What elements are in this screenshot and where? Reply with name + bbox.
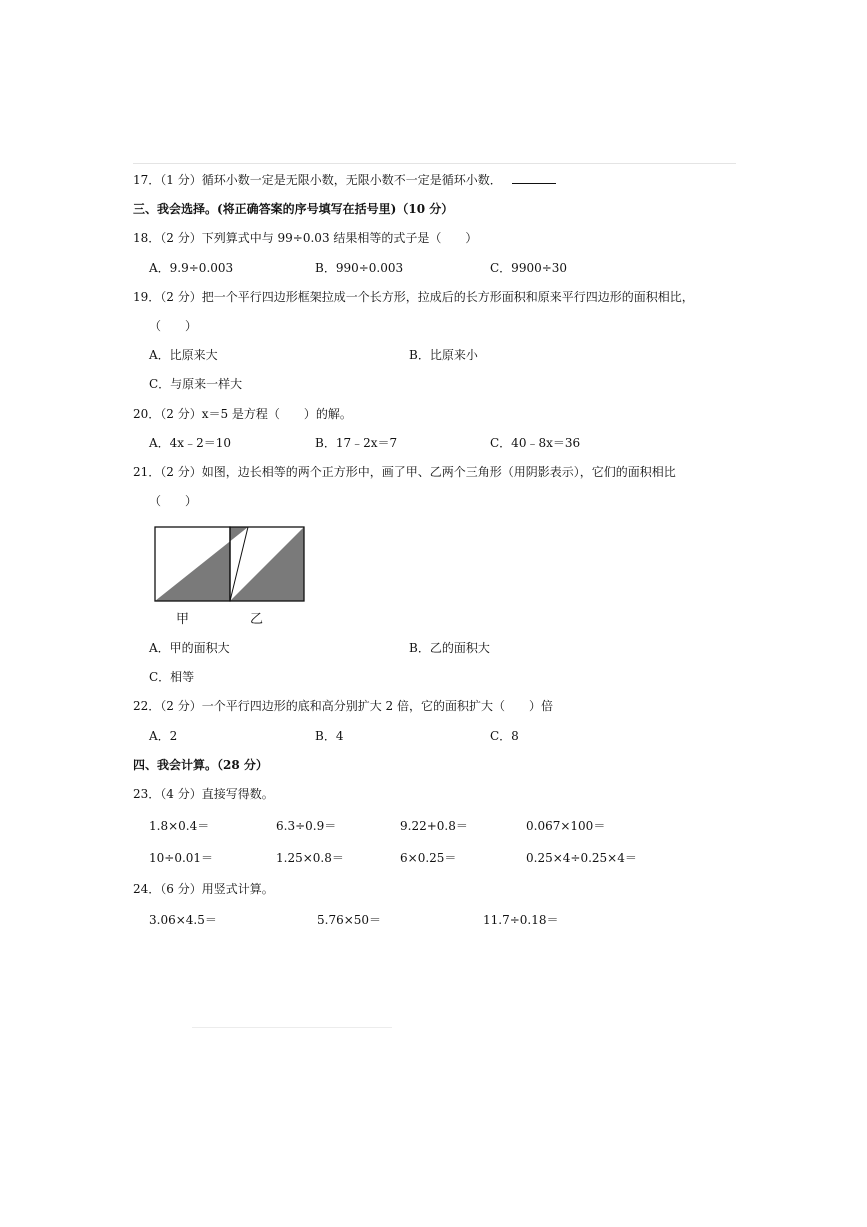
header-divider bbox=[133, 163, 736, 164]
q20-option-a[interactable]: A．4x﹣2＝10 bbox=[149, 436, 231, 450]
footer-divider bbox=[192, 1027, 392, 1028]
q18-option-b[interactable]: B．990÷0.003 bbox=[315, 261, 404, 275]
section-4-heading: 四、我会计算。（28 分） bbox=[133, 758, 268, 772]
q21-option-b[interactable]: B．乙的面积大 bbox=[409, 641, 490, 655]
q23-item: 1.8×0.4＝ bbox=[149, 819, 210, 833]
q18-option-c[interactable]: C．9900÷30 bbox=[490, 261, 568, 275]
q23-item: 0.067×100＝ bbox=[526, 819, 606, 833]
q24-item: 11.7÷0.18＝ bbox=[483, 913, 559, 927]
figure-label-jia: 甲 bbox=[176, 612, 190, 627]
q20-option-c[interactable]: C．40﹣8x＝36 bbox=[490, 436, 581, 450]
question-18-text: 18．（2 分）下列算式中与 99÷0.03 结果相等的式子是（ ） bbox=[133, 231, 478, 245]
question-21-paren: （ ） bbox=[149, 494, 198, 508]
two-squares-figure bbox=[154, 526, 306, 604]
q23-item: 6.3÷0.9＝ bbox=[276, 819, 337, 833]
question-21-text: 21．（2 分）如图，边长相等的两个正方形中，画了甲、乙两个三角形（用阴影表示），它们的面积相比 bbox=[133, 465, 676, 479]
q23-item: 10÷0.01＝ bbox=[149, 851, 214, 865]
q19-option-b[interactable]: B．比原来小 bbox=[409, 348, 478, 362]
question-23-text: 23．（4 分）直接写得数。 bbox=[133, 787, 274, 801]
q22-option-b[interactable]: B．4 bbox=[315, 729, 344, 743]
q19-option-a[interactable]: A．比原来大 bbox=[149, 348, 218, 362]
q18-option-a[interactable]: A．9.9÷0.003 bbox=[149, 261, 234, 275]
question-17-text: 17．（1 分）循环小数一定是无限小数，无限小数不一定是循环小数． bbox=[133, 173, 502, 187]
q23-item: 6×0.25＝ bbox=[400, 851, 457, 865]
q19-option-c[interactable]: C．与原来一样大 bbox=[149, 377, 243, 391]
question-20-text: 20．（2 分）x＝5 是方程（ ）的解。 bbox=[133, 407, 352, 421]
q21-option-a[interactable]: A．甲的面积大 bbox=[149, 641, 230, 655]
q24-item: 5.76×50＝ bbox=[317, 913, 382, 927]
q23-item: 1.25×0.8＝ bbox=[276, 851, 344, 865]
q20-option-b[interactable]: B．17﹣2x＝7 bbox=[315, 436, 398, 450]
q21-option-c[interactable]: C．相等 bbox=[149, 670, 195, 684]
q23-item: 9.22+0.8＝ bbox=[400, 819, 468, 833]
q22-option-c[interactable]: C．8 bbox=[490, 729, 519, 743]
question-19-paren: （ ） bbox=[149, 319, 198, 333]
answer-blank[interactable] bbox=[512, 172, 556, 184]
q22-option-a[interactable]: A．2 bbox=[149, 729, 178, 743]
question-19-text: 19．（2 分）把一个平行四边形框架拉成一个长方形，拉成后的长方形面积和原来平行四边形的面积相比， bbox=[133, 290, 694, 304]
figure-label-yi: 乙 bbox=[250, 612, 264, 627]
section-3-heading: 三、我会选择。(将正确答案的序号填写在括号里)（10 分） bbox=[133, 202, 454, 216]
question-17 bbox=[133, 172, 556, 188]
triangle-yi bbox=[230, 527, 304, 601]
triangle-jia bbox=[155, 527, 248, 601]
question-24-text: 24．（6 分）用竖式计算。 bbox=[133, 882, 274, 896]
q23-item: 0.25×4÷0.25×4＝ bbox=[526, 851, 637, 865]
q24-item: 3.06×4.5＝ bbox=[149, 913, 217, 927]
question-22-text: 22．（2 分）一个平行四边形的底和高分别扩大 2 倍，它的面积扩大（ ）倍 bbox=[133, 699, 553, 713]
